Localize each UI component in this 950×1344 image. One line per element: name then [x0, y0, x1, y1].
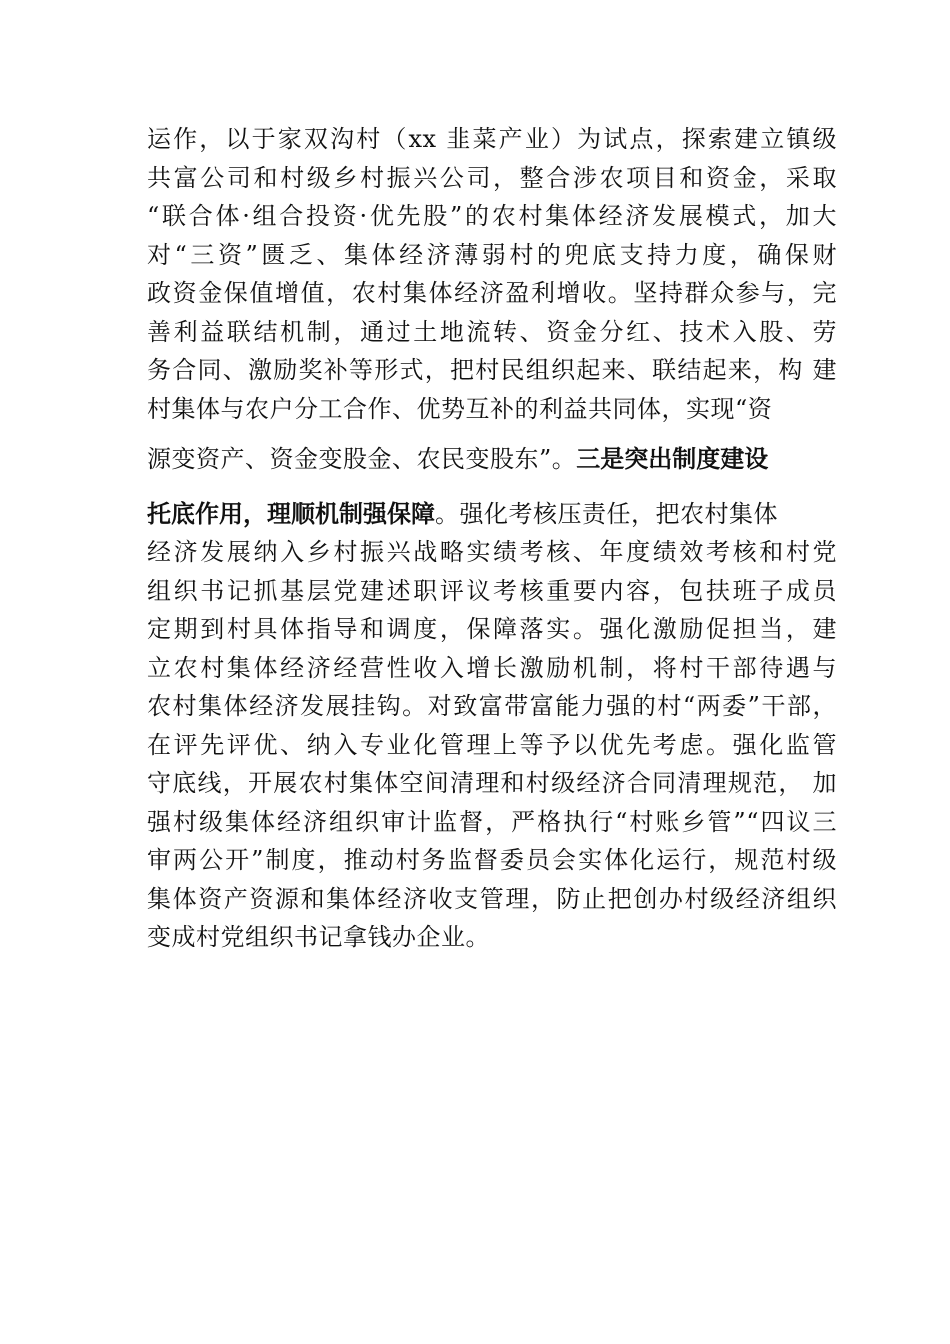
line-text: 务合同、激励奖补等形式，把村民组织起来、联结起来，构 建 [147, 356, 837, 384]
bold-heading-text: 三是突出制度建设 [576, 445, 769, 473]
line-text: 经济发展纳入乡村振兴战略实绩考核、年度绩效考核和村党 [147, 538, 837, 566]
text-line-11 [147, 533, 837, 572]
bold-heading-text: 托底作用，理顺机制强保障 [147, 499, 435, 528]
text-line-20 [147, 880, 837, 919]
line-text: 善利益联结机制，通过土地流转、资金分红、技术入股、劳 [147, 317, 837, 346]
text-line-9 [147, 440, 837, 479]
line-text: 农村集体经济发展挂钩。对致富带富能力强的村“两委”干部， [147, 692, 837, 720]
text-line-10 [147, 495, 837, 534]
text-line-7 [147, 351, 837, 390]
line-text: 村集体与农户分工合作、优势互补的利益共同体，实现“资 [147, 394, 773, 423]
line-text: 组织书记抓基层党建述职评议考核重要内容，包扶班子成员 [147, 576, 837, 605]
line-text: 定期到村具体指导和调度，保障落实。强化激励促担当，建 [147, 615, 837, 643]
text-line-5 [147, 274, 837, 313]
text-line-2 [147, 159, 837, 198]
line-text: 集体资产资源和集体经济收支管理，防止把创办村级经济组织 [147, 884, 837, 913]
line-text: 。强化考核压责任，把农村集体 [435, 499, 778, 528]
text-line-12 [147, 572, 837, 611]
text-line-19 [147, 841, 837, 880]
text-line-15 [147, 687, 837, 726]
text-line-1 [147, 120, 837, 159]
text-line-21 [147, 918, 837, 957]
line-text: 在评先评优、纳入专业化管理上等予以优先考虑。强化监管 [147, 730, 837, 759]
text-line-4 [147, 236, 837, 275]
line-text: 审两公开”制度，推动村务监督委员会实体化运行，规范村级 [147, 846, 837, 874]
line-text: 政资金保值增值，农村集体经济盈利增收。坚持群众参与，完 [147, 279, 837, 307]
body-paragraph [147, 120, 837, 957]
text-line-16 [147, 726, 837, 765]
line-text: 共富公司和村级乡村振兴公司，整合涉农项目和资金，采取 [147, 163, 837, 192]
text-line-3 [147, 197, 837, 236]
text-line-6 [147, 313, 837, 352]
line-text: 变成村党组织书记拿钱办企业。 [147, 923, 490, 951]
line-text: 立农村集体经济经营性收入增长激励机制，将村干部待遇与 [147, 653, 837, 682]
text-line-14 [147, 649, 837, 688]
line-text: 对“三资”匮乏、集体经济薄弱村的兜底支持力度，确保财 [147, 240, 837, 269]
line-text: 强村级集体经济组织审计监督，严格执行“村账乡管”“四议三 [147, 807, 837, 836]
text-line-17 [147, 764, 837, 803]
text-line-8 [147, 390, 837, 429]
line-text: 源变资产、资金变股金、农民变股东”。 [147, 445, 577, 473]
text-line-18 [147, 803, 837, 842]
line-text: 运作，以于家双沟村（xx 韭菜产业）为试点，探索建立镇级 [147, 125, 837, 153]
line-text: 守底线，开展农村集体空间清理和村级经济合同清理规范， 加 [147, 769, 837, 797]
line-text: “联合体·组合投资·优先股”的农村集体经济发展模式，加大 [147, 202, 837, 230]
text-line-13 [147, 610, 837, 649]
